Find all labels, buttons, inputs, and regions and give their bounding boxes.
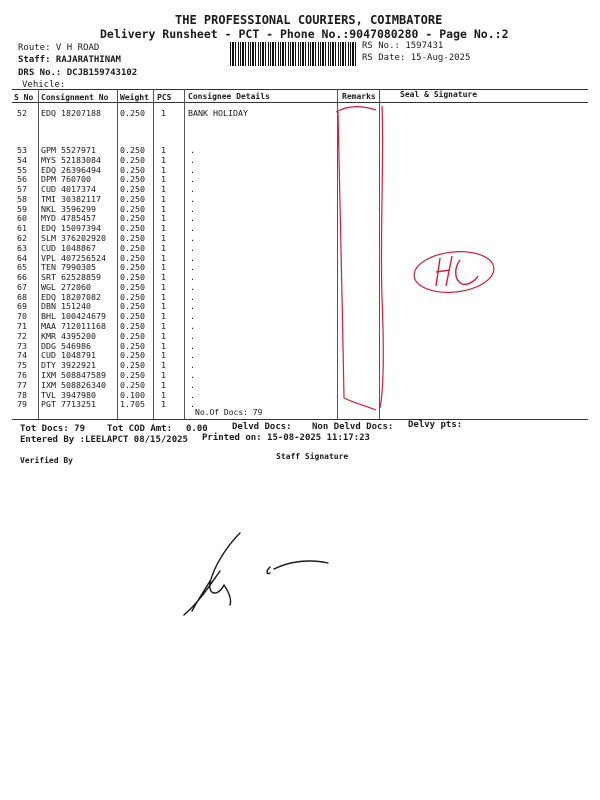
- row-weight: 0.250: [120, 311, 145, 322]
- row-consignment: VPL 407256524: [41, 252, 106, 263]
- row-consignment: MAA 712011168: [41, 321, 106, 332]
- col-header-remarks: Remarks: [342, 92, 376, 101]
- row-weight: 0.250: [120, 184, 145, 195]
- row-consignment: EDQ 18207188: [41, 108, 101, 118]
- row-pcs: 1: [161, 154, 166, 165]
- row-consignment: WGL 272060: [41, 281, 91, 292]
- row-consignment: DPM 760700: [41, 174, 91, 185]
- row-pcs: 1: [161, 321, 166, 332]
- row-consignment: CUD 4017374: [41, 184, 96, 195]
- row-consignment: CUD 1048867: [41, 242, 96, 253]
- row-consignment: TVL 3947980: [41, 389, 96, 400]
- barcode: [230, 42, 356, 66]
- table-header-rule: [12, 102, 588, 103]
- table-row: [0, 243, 600, 253]
- row-sno: 77: [17, 379, 27, 390]
- row-pcs: 1: [161, 389, 166, 400]
- row-weight: 0.250: [120, 379, 145, 390]
- row-consignee: .: [190, 262, 195, 273]
- row-consignee: .: [190, 379, 195, 390]
- row-pcs: 1: [161, 242, 166, 253]
- row-pcs: 1: [161, 272, 166, 283]
- table-row: [0, 233, 600, 243]
- non-delvd-docs: Non Delvd Docs:: [312, 422, 394, 432]
- row-sno: 53: [17, 145, 27, 155]
- table-row: [0, 223, 600, 233]
- row-sno: 75: [17, 360, 27, 371]
- row-consignment: MYS 52183084: [41, 154, 101, 165]
- row-pcs: 1: [161, 360, 166, 371]
- row-sno: 61: [17, 223, 27, 234]
- row-pcs: 1: [161, 311, 166, 322]
- row-pcs: 1: [161, 174, 166, 185]
- row-pcs: 1: [161, 252, 166, 263]
- row-sno: 52: [17, 108, 27, 118]
- table-bottom-rule: [12, 419, 588, 420]
- row-consignment: PGT 7713251: [41, 399, 96, 410]
- row-consignee: .: [190, 203, 195, 214]
- row-weight: 0.250: [120, 164, 145, 175]
- table-row: [0, 272, 600, 282]
- row-pcs: 1: [161, 281, 166, 292]
- row-sno: 73: [17, 340, 27, 351]
- row-consignment: NKL 3596299: [41, 203, 96, 214]
- row-pcs: 1: [161, 399, 166, 410]
- table-row: [0, 213, 600, 223]
- row-pcs: 1: [161, 340, 166, 351]
- runsheet-subtitle: Delivery Runsheet - PCT - Phone No.:9047080280 - Page No.:2: [100, 27, 509, 41]
- row-sno: 57: [17, 184, 27, 195]
- row-consignment: BHL 100424679: [41, 311, 106, 322]
- row-consignee: .: [190, 330, 195, 341]
- row-consignee: .: [190, 193, 195, 204]
- row-consignee: .: [190, 281, 195, 292]
- row-consignee: .: [190, 321, 195, 332]
- table-row: [0, 292, 600, 302]
- row-pcs: 1: [161, 330, 166, 341]
- table-row: [0, 204, 600, 214]
- row-pcs: 1: [161, 223, 166, 234]
- staff: Staff: RAJARATHINAM: [18, 55, 121, 65]
- row-consignee: .: [190, 301, 195, 312]
- row-consignment: DTY 3922921: [41, 360, 96, 371]
- table-row: [0, 253, 600, 263]
- row-weight: 1.705: [120, 399, 145, 410]
- handwritten-signature: [170, 525, 350, 625]
- row-sno: 63: [17, 242, 27, 253]
- row-sno: 76: [17, 369, 27, 380]
- row-consignment: DBN 151240: [41, 301, 91, 312]
- col-header-pcs: PCS: [157, 93, 172, 102]
- table-row: [0, 311, 600, 321]
- table-row: [0, 194, 600, 204]
- row-sno: 65: [17, 262, 27, 273]
- row-sno: 54: [17, 154, 27, 165]
- row-consignment: EDQ 15097394: [41, 223, 101, 234]
- row-pcs: 1: [161, 262, 166, 273]
- table-row: [0, 184, 600, 194]
- delvy-pts: Delvy pts:: [408, 420, 463, 430]
- row-consignment: MYD 4785457: [41, 213, 96, 224]
- row-consignee: .: [190, 242, 195, 253]
- row-consignee: .: [190, 350, 195, 361]
- row-consignee: .: [190, 272, 195, 283]
- row-sno: 69: [17, 301, 27, 312]
- row-weight: 0.250: [120, 193, 145, 204]
- row-pcs: 1: [161, 145, 166, 155]
- row-sno: 70: [17, 311, 27, 322]
- col-header-sno: S No: [14, 93, 34, 102]
- row-consignment: SLM 376202920: [41, 233, 106, 244]
- table-row: [0, 399, 600, 409]
- table-row: [0, 321, 600, 331]
- col-header-consignment: Consignment No: [41, 93, 109, 102]
- table-row: [0, 165, 600, 175]
- row-pcs: 1: [161, 164, 166, 175]
- row-pcs: 1: [161, 213, 166, 224]
- row-weight: 0.250: [120, 350, 145, 361]
- table-row: [0, 262, 600, 272]
- row-consignee: .: [190, 154, 195, 165]
- row-sno: 62: [17, 233, 27, 244]
- row-weight: 0.250: [120, 360, 145, 371]
- row-weight: 0.250: [120, 252, 145, 263]
- col-header-weight: Weight: [120, 93, 149, 102]
- table-row: [0, 301, 600, 311]
- row-weight: 0.250: [120, 242, 145, 253]
- row-sno: 59: [17, 203, 27, 214]
- row-pcs: 1: [161, 301, 166, 312]
- row-pcs: 1: [161, 233, 166, 244]
- row-sno: 79: [17, 399, 27, 410]
- row-pcs: 1: [161, 184, 166, 195]
- row-weight: 0.250: [120, 223, 145, 234]
- row-consignee: .: [190, 399, 195, 410]
- row-consignment: CUD 1048791: [41, 350, 96, 361]
- row-weight: 0.250: [120, 213, 145, 224]
- row-sno: 68: [17, 291, 27, 302]
- row-weight: 0.250: [120, 281, 145, 292]
- row-consignee: .: [190, 223, 195, 234]
- row-sno: 66: [17, 272, 27, 283]
- row-consignee: .: [190, 174, 195, 185]
- table-row: [0, 155, 600, 165]
- route: Route: V H ROAD: [18, 43, 100, 53]
- table-row: [0, 331, 600, 341]
- row-consignment: EDQ 26396494: [41, 164, 101, 175]
- row-consignment: KMR 4395200: [41, 330, 96, 341]
- row-consignee: .: [190, 252, 195, 263]
- row-consignee: .: [190, 360, 195, 371]
- row-consignee: .: [190, 389, 195, 400]
- printed-on: Printed on: 15-08-2025 11:17:23: [202, 433, 370, 443]
- row-weight: 0.250: [120, 203, 145, 214]
- tot-docs: Tot Docs: 79: [20, 424, 86, 434]
- staff-signature-label: Staff Signature: [276, 452, 349, 461]
- rs-number: RS No.: 1597431: [362, 41, 444, 51]
- row-consignment: IXM 508847589: [41, 369, 106, 380]
- table-top-rule: [12, 89, 588, 90]
- row-pcs: 1: [161, 350, 166, 361]
- row-consignee: .: [190, 213, 195, 224]
- row-sno: 58: [17, 193, 27, 204]
- row-pcs: 1: [161, 108, 166, 118]
- table-row: [0, 350, 600, 360]
- table-row: [0, 282, 600, 292]
- table-row: [0, 174, 600, 184]
- company-name: THE PROFESSIONAL COURIERS, COIMBATORE: [175, 13, 443, 27]
- row-consignee: .: [190, 291, 195, 302]
- row-consignment: IXM 508826340: [41, 379, 106, 390]
- row-sno: 56: [17, 174, 27, 185]
- row-weight: 0.250: [120, 145, 145, 155]
- tot-cod-value: 0.00: [186, 424, 208, 434]
- delvd-docs: Delvd Docs:: [232, 422, 292, 432]
- col-header-consignee: Consignee Details: [188, 92, 270, 101]
- row-weight: 0.250: [120, 340, 145, 351]
- row-sno: 64: [17, 252, 27, 263]
- row-consignee: .: [190, 184, 195, 195]
- row-consignee: BANK HOLIDAY: [188, 108, 248, 118]
- row-consignee: .: [190, 233, 195, 244]
- row-pcs: 1: [161, 379, 166, 390]
- row-consignment: SRT 62528859: [41, 272, 101, 283]
- table-row: [0, 341, 600, 351]
- vehicle: Vehicle:: [22, 80, 66, 90]
- row-weight: 0.250: [120, 330, 145, 341]
- table-row: [0, 108, 600, 118]
- row-pcs: 1: [161, 193, 166, 204]
- row-sno: 67: [17, 281, 27, 292]
- row-weight: 0.100: [120, 389, 145, 400]
- row-weight: 0.250: [120, 154, 145, 165]
- row-sno: 71: [17, 321, 27, 332]
- row-pcs: 1: [161, 369, 166, 380]
- row-weight: 0.250: [120, 301, 145, 312]
- row-weight: 0.250: [120, 108, 145, 118]
- table-row: [0, 370, 600, 380]
- row-weight: 0.250: [120, 369, 145, 380]
- row-pcs: 1: [161, 203, 166, 214]
- row-sno: 74: [17, 350, 27, 361]
- red-bracket-mark: [330, 98, 400, 418]
- table-row: [0, 390, 600, 400]
- verified-by: Verified By: [20, 456, 73, 465]
- rs-date: RS Date: 15-Aug-2025: [362, 53, 471, 63]
- row-weight: 0.250: [120, 321, 145, 332]
- row-sno: 72: [17, 330, 27, 341]
- row-consignee: .: [190, 145, 195, 155]
- row-weight: 0.250: [120, 233, 145, 244]
- row-consignment: EDQ 18207082: [41, 291, 101, 302]
- row-sno: 60: [17, 213, 27, 224]
- col-header-seal: Seal & Signature: [400, 90, 478, 99]
- row-consignee: .: [190, 164, 195, 175]
- no-of-docs: No.Of Docs: 79: [195, 408, 263, 417]
- row-consignment: DDG 546986: [41, 340, 91, 351]
- row-consignee: .: [190, 340, 195, 351]
- row-consignee: .: [190, 311, 195, 322]
- row-consignment: GPM 5527971: [41, 145, 96, 155]
- table-row: [0, 380, 600, 390]
- drs-number: DRS No.: DCJB159743102: [18, 68, 138, 78]
- row-weight: 0.250: [120, 272, 145, 283]
- entered-by: Entered By :LEELAPCT 08/15/2025: [20, 435, 188, 445]
- table-row: [0, 360, 600, 370]
- red-stamp-mark: [410, 246, 500, 298]
- table-row: [0, 145, 600, 155]
- row-sno: 78: [17, 389, 27, 400]
- row-consignee: .: [190, 369, 195, 380]
- row-consignment: TMI 30382117: [41, 193, 101, 204]
- row-pcs: 1: [161, 291, 166, 302]
- row-consignment: TEN 7990305: [41, 262, 96, 273]
- row-weight: 0.250: [120, 262, 145, 273]
- row-sno: 55: [17, 164, 27, 175]
- row-weight: 0.250: [120, 291, 145, 302]
- row-weight: 0.250: [120, 174, 145, 185]
- tot-cod-label: Tot COD Amt:: [107, 424, 173, 434]
